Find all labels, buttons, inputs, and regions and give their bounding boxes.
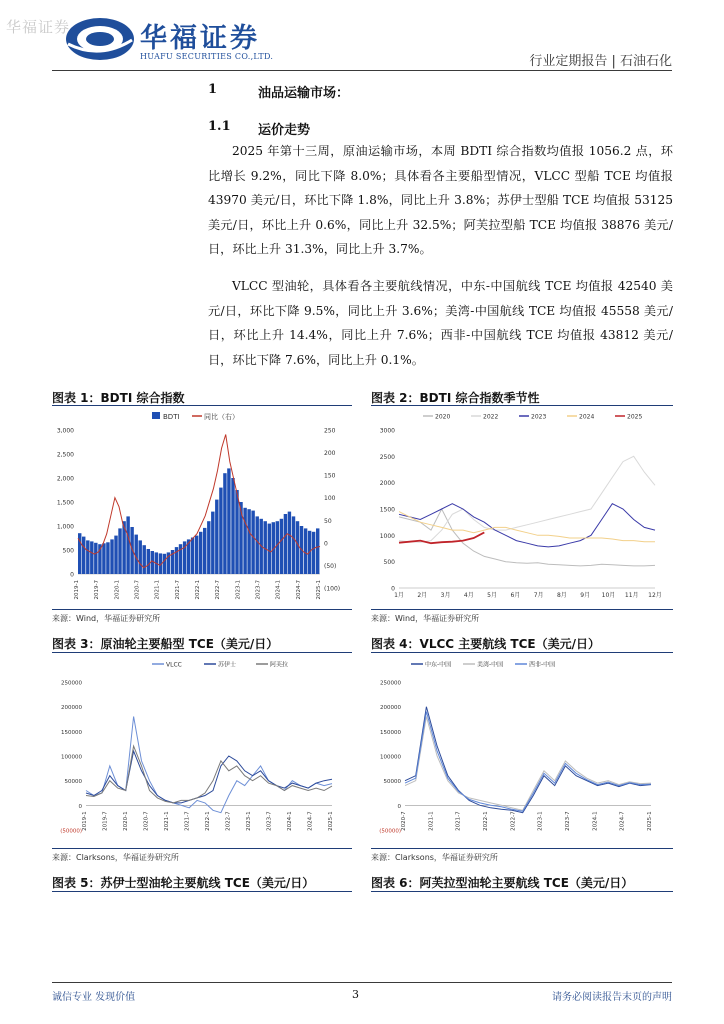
x-tick-label: 2020-7	[401, 811, 407, 831]
legend-label: 2020	[435, 413, 451, 421]
x-tick-label: 2019-1	[74, 580, 80, 600]
x-tick-label: 2021-1	[154, 580, 161, 600]
x-tick-label: 2022-1	[195, 580, 201, 600]
figure-3-rule	[52, 652, 352, 653]
y-tick-label: 200000	[61, 705, 82, 712]
bdti-bar	[268, 524, 271, 574]
bdti-bar	[147, 549, 150, 574]
y-left-tick-label: 1,000	[56, 523, 74, 531]
y-tick-label: 100000	[61, 754, 82, 761]
bdti-bar	[195, 536, 198, 574]
figure-1-title: 图表 1：BDTI 综合指数	[52, 391, 185, 405]
x-tick-label: 2024-7	[619, 811, 626, 831]
y-right-tick-label: 50	[324, 517, 332, 525]
series-line-西非-中国	[405, 712, 651, 812]
x-tick-label: 2025-1	[647, 811, 653, 831]
legend-label: 美湾-中国	[477, 661, 504, 669]
bdti-bar	[94, 543, 97, 574]
bdti-bar	[143, 545, 146, 574]
y-tick-label: 2500	[379, 453, 395, 461]
bdti-bar	[135, 535, 138, 574]
y-tick-label: 250000	[61, 680, 82, 687]
x-tick-label: 2021-7	[184, 811, 191, 831]
bdti-bar	[130, 527, 133, 574]
series-line-2020	[399, 509, 655, 566]
x-tick-label: 12月	[648, 592, 662, 599]
figure-2-source: 来源：Wind，华福证券研究所	[371, 614, 480, 623]
section-1-number: 1	[208, 82, 218, 97]
figure-5-rule	[52, 891, 352, 892]
x-tick-label: 2023-1	[246, 811, 252, 831]
figure-4-rule	[371, 652, 673, 653]
figure-4-title: 图表 4：VLCC 主要航线 TCE（美元/日）	[371, 637, 601, 651]
y-tick-label: 0	[78, 803, 82, 810]
y-left-tick-label: 500	[62, 547, 74, 555]
bdti-bar	[247, 509, 250, 574]
figure-2-rule	[371, 405, 673, 406]
y-tick-label: 0	[391, 585, 395, 593]
y-right-tick-label: 0	[324, 540, 328, 548]
bdti-bar	[235, 490, 238, 574]
y-tick-label: 50000	[64, 779, 82, 786]
x-tick-label: 2023-7	[255, 580, 262, 600]
bdti-bar	[207, 521, 210, 574]
bdti-bar	[256, 516, 259, 574]
x-tick-label: 2020-7	[134, 580, 141, 600]
x-tick-label: 2019-7	[94, 580, 101, 600]
y-tick-label: 150000	[61, 729, 82, 736]
bdti-bar	[312, 532, 315, 574]
figure-1-source-rule	[52, 609, 352, 610]
x-tick-label: 10月	[601, 592, 616, 599]
x-tick-label: 2020-1	[123, 811, 129, 831]
series-line-VLCC	[86, 717, 332, 813]
x-tick-label: 2022-1	[483, 811, 489, 831]
logo-text: 华福证券	[140, 23, 260, 54]
x-tick-label: 2025-1	[328, 811, 334, 831]
legend-label: 2024	[579, 413, 595, 421]
series-line-中东-中国	[405, 707, 651, 813]
section-1-title: 油品运输市场：	[258, 86, 350, 101]
y-left-tick-label: 3,000	[56, 427, 74, 435]
y-tick-label: 1500	[379, 506, 395, 514]
bdti-bar	[102, 543, 105, 574]
legend-label: 2025	[627, 413, 643, 421]
figure-2-title: 图表 2：BDTI 综合指数季节性	[371, 391, 540, 405]
bdti-bar	[243, 508, 246, 574]
bdti-bar	[231, 478, 234, 574]
y-tick-label: 50000	[383, 779, 401, 786]
x-tick-label: 2月	[417, 592, 428, 599]
y-tick-label: 1000	[379, 532, 395, 540]
x-tick-label: 2021-1	[164, 811, 170, 831]
x-tick-label: 5月	[487, 592, 498, 599]
x-tick-label: 1月	[394, 592, 404, 599]
x-tick-label: 8月	[556, 592, 567, 599]
x-tick-label: 2024-1	[592, 811, 599, 831]
x-tick-label: 2023-1	[235, 580, 242, 600]
series-line-苏伊士	[86, 751, 332, 803]
bdti-bar	[114, 536, 117, 574]
page-number: 3	[352, 988, 359, 1001]
bdti-bar	[251, 511, 254, 574]
footer-slogan: 诚信专业 发现价值	[52, 992, 136, 1003]
x-tick-label: 9月	[580, 592, 591, 599]
x-tick-label: 2021-7	[174, 580, 181, 600]
y-tick-label: 150000	[380, 729, 401, 736]
figure-6-title: 图表 6：阿芙拉型油轮主要航线 TCE（美元/日）	[371, 876, 634, 890]
y-tick-label: (50000)	[60, 828, 82, 835]
x-tick-label: 4月	[463, 592, 474, 599]
y-right-tick-label: (50)	[324, 562, 337, 570]
bdti-bar	[223, 473, 226, 574]
bdti-bar	[292, 516, 295, 574]
bdti-bar	[296, 521, 299, 574]
x-tick-label: 2024-7	[307, 811, 314, 831]
x-tick-label: 2023-7	[266, 811, 273, 831]
figure-6-rule	[371, 891, 673, 892]
legend-label: 阿芙拉	[270, 661, 289, 669]
x-tick-label: 2022-7	[215, 580, 222, 600]
x-tick-label: 2024-7	[295, 580, 302, 600]
figure-1-rule	[52, 405, 352, 406]
legend-label: 西非-中国	[529, 661, 556, 669]
x-tick-label: 2022-7	[510, 811, 517, 831]
bdti-bar	[211, 512, 214, 574]
bdti-bar	[191, 538, 194, 575]
figure-1-source: 来源：Wind，华福证券研究所	[52, 614, 161, 623]
paragraph-vlcc-routes: VLCC 型油轮，具体看各主要航线情况，中东-中国航线 TCE 均值报 42540 美元/日，环比下降 9.5%，同比上升 3.6%；美湾-中国航线 TCE 均值报 45558 美元/日，环比上升 14.4%，同比上升 7.6%；西非-中国航线 TCE 均值报 43812 美元/日，环比下降 7.6%，同比上升 0.1%。	[208, 279, 673, 367]
y-tick-label: 200000	[380, 705, 401, 712]
y-tick-label: 500	[383, 559, 395, 567]
y-left-tick-label: 0	[70, 571, 74, 579]
y-left-tick-label: 1,500	[56, 499, 74, 507]
footer-divider	[52, 982, 672, 983]
figure-3-source-rule	[52, 848, 352, 849]
header-divider	[52, 70, 672, 71]
figure-4-source: 来源：Clarksons，华福证券研究所	[371, 853, 498, 862]
y-right-tick-label: 250	[324, 427, 336, 435]
x-tick-label: 11月	[624, 592, 639, 599]
x-tick-label: 3月	[440, 592, 451, 599]
bdti-bar	[280, 519, 283, 574]
x-tick-label: 2021-7	[455, 811, 462, 831]
series-line-2022	[399, 456, 655, 542]
bdti-bar	[203, 528, 206, 574]
x-tick-label: 7月	[533, 592, 544, 599]
y-tick-label: 2000	[379, 480, 395, 488]
bdti-bar	[126, 516, 129, 574]
y-tick-label: (50000)	[379, 828, 401, 835]
x-tick-label: 2020-7	[143, 811, 150, 831]
legend-label: 苏伊士	[218, 661, 237, 669]
y-right-tick-label: 150	[324, 472, 336, 480]
watermark: 华福证券	[6, 18, 71, 36]
bdti-bar	[90, 541, 93, 574]
x-tick-label: 2023-1	[537, 811, 544, 831]
figure-3-source: 来源：Clarksons，华福证券研究所	[52, 853, 179, 862]
x-tick-label: 2021-1	[428, 811, 435, 831]
y-right-tick-label: (100)	[324, 585, 341, 593]
x-tick-label: 2024-1	[275, 580, 282, 600]
bdti-bar	[304, 528, 307, 574]
bdti-bar	[151, 551, 154, 574]
legend-label: 2023	[531, 413, 547, 421]
bdti-bar	[219, 488, 222, 574]
series-line-阿芙拉	[86, 746, 332, 803]
figure-2-source-rule	[371, 609, 673, 610]
legend-bdti-label: BDTI	[163, 413, 180, 421]
bdti-bar	[86, 540, 89, 574]
legend-label: 2022	[483, 413, 499, 421]
legend-yoy-label: 同比（右）	[204, 413, 239, 421]
figure-4-chart	[371, 656, 673, 844]
bdti-bar	[288, 512, 291, 574]
y-tick-label: 250000	[380, 680, 401, 687]
figure-1-chart	[52, 408, 352, 604]
bdti-bar	[106, 542, 109, 574]
y-right-tick-label: 100	[324, 495, 336, 503]
section-1-1-title: 运价走势	[258, 123, 311, 138]
footer-disclaimer: 请务必阅读报告末页的声明	[552, 992, 672, 1003]
bdti-bar	[110, 539, 113, 574]
x-tick-label: 2019-1	[82, 811, 88, 831]
y-left-tick-label: 2,000	[56, 475, 74, 483]
y-right-tick-label: 200	[324, 450, 336, 458]
figure-5-title: 图表 5：苏伊士型油轮主要航线 TCE（美元/日）	[52, 876, 315, 890]
section-1-1-number: 1.1	[208, 119, 231, 134]
bdti-bar	[163, 554, 166, 574]
y-left-tick-label: 2,500	[56, 451, 74, 459]
x-tick-label: 2023-7	[565, 811, 571, 831]
figure-4-source-rule	[371, 848, 673, 849]
bdti-bar	[276, 521, 279, 574]
figure-3-chart	[52, 656, 352, 844]
y-tick-label: 100000	[380, 754, 401, 761]
legend-label: 中东-中国	[425, 661, 452, 669]
paragraph-rates-overview: 2025 年第十三周，原油运输市场，本周 BDTI 综合指数均值报 1056.2 点，环比增长 9.2%，同比下降 8.0%；具体看各主要船型情况，VLCC 型船 TCE 均值报 43970 美元/日，环比下降 1.8%，同比上升 3.8%；苏伊士型船 TCE 均值报 53125 美元/日，环比上升 0.6%，同比上升 32.5%；阿芙拉型船 TCE 均值报 38876 美元/日，环比上升 31.3%，同比上升 3.7%。	[208, 144, 673, 256]
series-line-2025	[399, 532, 484, 543]
x-tick-label: 2025-1	[316, 580, 322, 600]
x-tick-label: 2020-1	[114, 580, 121, 600]
bdti-bar	[284, 514, 287, 574]
huafu-logo-icon	[62, 14, 138, 64]
bdti-bar	[139, 540, 142, 574]
bdti-bar	[316, 528, 319, 574]
y-tick-label: 0	[397, 803, 401, 810]
bdti-bar	[227, 468, 230, 574]
bdti-bar	[215, 500, 218, 574]
x-tick-label: 2024-1	[287, 811, 293, 831]
x-tick-label: 2022-7	[225, 811, 232, 831]
bdti-bar	[199, 532, 202, 574]
legend-label: VLCC	[166, 661, 182, 669]
report-category: 行业定期报告 | 石油石化	[529, 54, 672, 69]
x-tick-label: 6月	[510, 592, 521, 599]
x-tick-label: 2022-1	[205, 811, 211, 831]
bdti-bar	[82, 537, 85, 574]
y-tick-label: 3000	[379, 427, 395, 435]
figure-2-chart	[371, 408, 673, 604]
logo-english: HUAFU SECURITIES CO.,LTD.	[140, 52, 274, 61]
figure-3-title: 图表 3：原油轮主要船型 TCE（美元/日）	[52, 637, 279, 651]
series-line-2024	[399, 512, 655, 542]
x-tick-label: 2019-7	[102, 811, 109, 831]
bdti-bar	[118, 528, 121, 574]
legend-bdti-swatch	[152, 412, 160, 419]
